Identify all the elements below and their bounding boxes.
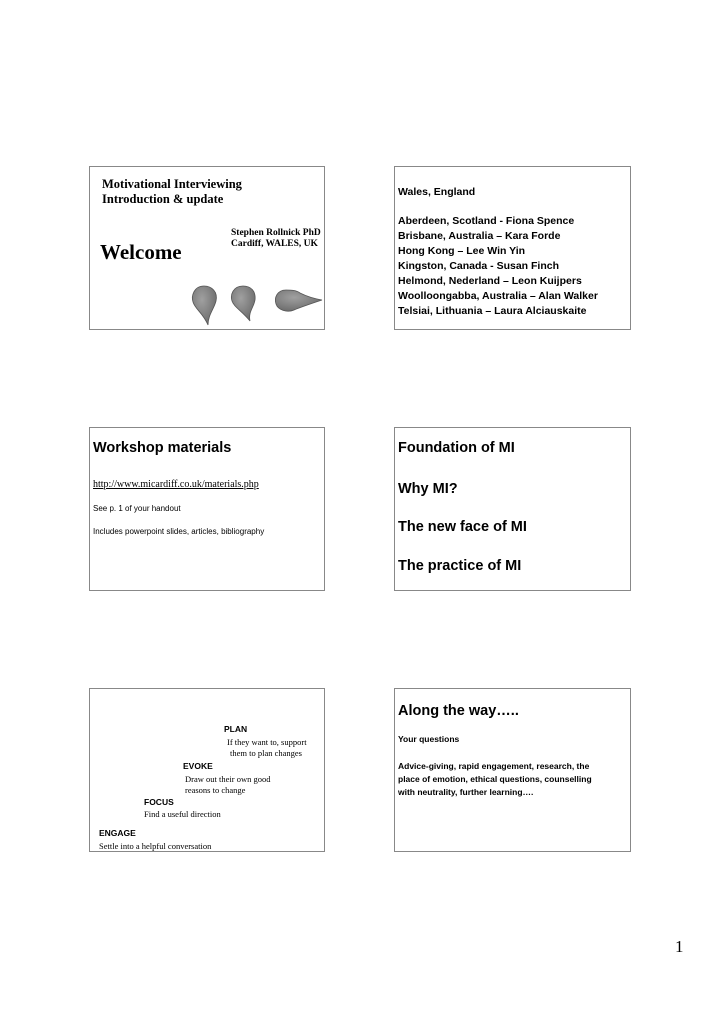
slide-2-entry: Hong Kong – Lee Win Yin bbox=[398, 245, 526, 257]
drop-1-shape bbox=[192, 286, 216, 325]
plan-description: them to plan changes bbox=[230, 748, 302, 758]
slide-3-includes: Includes powerpoint slides, articles, bibliography bbox=[93, 527, 265, 536]
slide-2-entry: Aberdeen, Scotland - Fiona Spence bbox=[398, 215, 575, 227]
engage-description: Settle into a helpful conversation bbox=[99, 841, 212, 851]
page-number: 1 bbox=[675, 937, 684, 956]
slide-1-title-line-1: Motivational Interviewing bbox=[102, 177, 242, 191]
slide-4 bbox=[394, 427, 631, 591]
slide-2-entry: Helmond, Nederland – Leon Kuijpers bbox=[398, 275, 582, 287]
slide-2-heading: Wales, England bbox=[398, 186, 476, 198]
slide-2-entry: Kingston, Canada - Susan Finch bbox=[398, 260, 560, 272]
slide-2-entry: Woolloongabba, Australia – Alan Walker bbox=[398, 290, 598, 302]
slide-2-entry: Telsiai, Lithuania – Laura Alciauskaite bbox=[398, 305, 587, 317]
slide-1 bbox=[89, 166, 325, 330]
materials-link[interactable]: http://www.micardiff.co.uk/materials.php bbox=[93, 479, 259, 490]
slide-6-body: place of emotion, ethical questions, counselling bbox=[398, 774, 592, 784]
slide-4-item: The practice of MI bbox=[398, 558, 522, 574]
plan-label: PLAN bbox=[224, 724, 248, 734]
slide-6-subtitle: Your questions bbox=[398, 734, 460, 744]
evoke-description: Draw out their own good bbox=[185, 774, 271, 784]
slide-4-item: Foundation of MI bbox=[398, 440, 515, 456]
slide-5 bbox=[89, 688, 325, 852]
slide-3-note: See p. 1 of your handout bbox=[93, 504, 181, 513]
slide-4-item: Why MI? bbox=[398, 481, 458, 497]
slide-6-body: Advice-giving, rapid engagement, research, the bbox=[398, 761, 590, 771]
slide-2-entry: Brisbane, Australia – Kara Forde bbox=[398, 230, 561, 242]
slide-2 bbox=[394, 166, 631, 330]
slide-1-title-line-2: Introduction & update bbox=[102, 192, 224, 206]
slide-1-welcome: Welcome bbox=[100, 240, 182, 264]
speech-drops-icon bbox=[186, 277, 326, 329]
evoke-label: EVOKE bbox=[183, 761, 213, 771]
focus-description: Find a useful direction bbox=[144, 809, 221, 819]
slide-1-author-name: Stephen Rollnick PhD bbox=[231, 228, 321, 238]
slide-6 bbox=[394, 688, 631, 852]
slide-3 bbox=[89, 427, 325, 591]
slide-6-title: Along the way….. bbox=[398, 703, 519, 719]
slide-1-author-location: Cardiff, WALES, UK bbox=[231, 239, 318, 249]
slide-3-title: Workshop materials bbox=[93, 440, 232, 456]
drop-3-shape bbox=[275, 290, 322, 311]
slide-4-item: The new face of MI bbox=[398, 519, 527, 535]
focus-label: FOCUS bbox=[144, 797, 174, 807]
slide-6-body: with neutrality, further learning…. bbox=[398, 787, 534, 797]
evoke-description: reasons to change bbox=[185, 785, 246, 795]
drop-2-shape bbox=[231, 286, 255, 321]
plan-description: If they want to, support bbox=[227, 737, 307, 747]
engage-label: ENGAGE bbox=[99, 828, 136, 838]
